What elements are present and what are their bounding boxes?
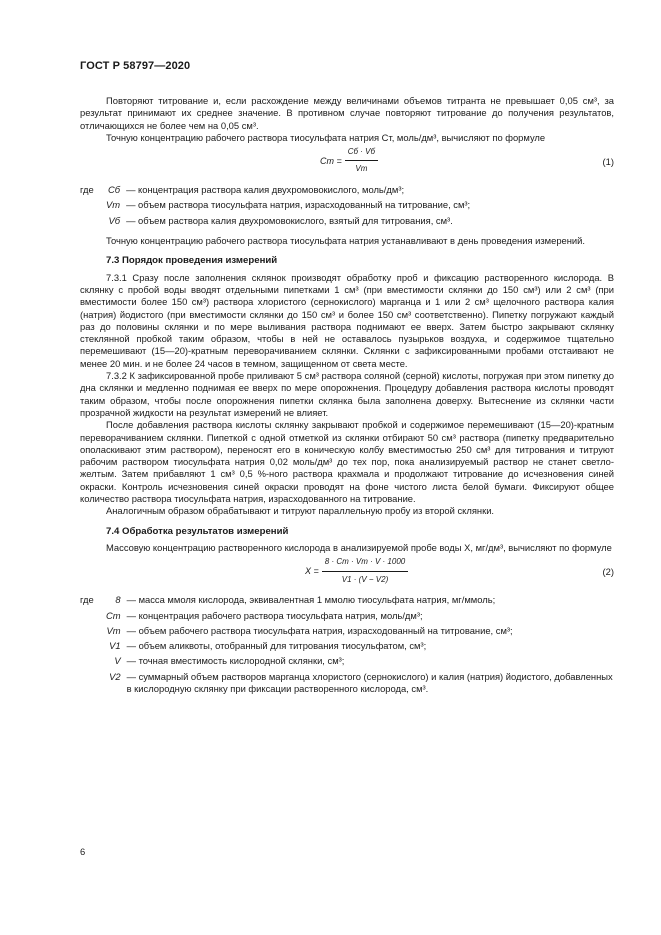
formula-1-numerator: Cб · Vб xyxy=(345,146,378,161)
formula-1-number: (1) xyxy=(602,156,614,168)
definition-text: — объем раствора калия двухромовокислого, взятый для титрования, см³. xyxy=(126,214,453,226)
paragraph-titration-repeat: Повторяют титрование и, если расхождение между величинами объемов титранта не превышает 0,05 см³, за результат принимают их среднее значение. В противном случае повторяют титрование до получения результатов, отличающихся не более чем на 0,05 см³. xyxy=(80,95,614,131)
document-body xyxy=(80,95,614,695)
paragraph-7-3-1: 7.3.1 Сразу после заполнения склянок производят обработку проб и фиксацию растворенного кислорода. В склянку с пробой воды вводят отдельными пипетками 1 см³ (при вместимости склянки до 150 см³) или 2 см³ (при вместимости более 150 см³) раствора хлористого (сернокислого) марганца и 1 или 2 см³ щелочного раствора калия (натрия) йодистого (при вместимости склянки до 150 см³ и более 150 см³ соответственно). Пипетку погружают каждый раз до половины склянки и по мере выливания раствора поднимают ее вверх. Затем быстро закрывают склянку стеклянной пробкой таким образом, чтобы в ней не оставалось пузырьков воздуха, и содержимое тщательно перемешивают (15—20)-кратным переворачиванием склянки. Склянки с зафиксированными пробами отстаивают не менее 20 мин. и не более 24 часов в темном, защищенном от света месте. xyxy=(80,271,614,369)
formula-2-number: (2) xyxy=(602,566,614,578)
formula-1-lhs: Cт = xyxy=(320,155,342,166)
definition-text: — объем аликвоты, отобранный для титрования тиосульфатом, см³; xyxy=(126,640,427,652)
paragraph-7-3-2: 7.3.2 К зафиксированной пробе приливают 5 см³ раствора соляной (серной) кислоты, погружая при этом пипетку до дна склянки и медленно поднимая ее вверх по мере опорожнения. Процедуру добавления раствора кислоты проводят таким образом, чтобы после опорожнения пипетки склянка была заполнена доверху. Вытеснение из склянки части прозрачной жидкости на результат измерений не влияет. xyxy=(80,370,614,418)
definition-symbol: Cт xyxy=(106,609,121,621)
definitions-1 xyxy=(80,184,614,227)
paragraph-concentration-daily: Точную концентрацию рабочего раствора тиосульфата натрия устанавливают в день проведения измерений. xyxy=(106,235,586,247)
paragraph-parallel-sample: Аналогичным образом обрабатывают и титруют параллельную пробу из второй склянки. xyxy=(106,505,495,517)
definition-symbol: Vб xyxy=(108,214,121,226)
where-label: где xyxy=(80,184,94,196)
definition-text: — точная вместимость кислородной склянки, см³; xyxy=(126,655,345,667)
formula-2-numerator: 8 · Cт · Vт · V · 1000 xyxy=(322,556,408,571)
formula-2-denominator: V1 · (V − V2) xyxy=(341,574,389,584)
definition-text: — концентрация рабочего раствора тиосульфата натрия, моль/дм³; xyxy=(126,609,423,621)
definitions-2 xyxy=(80,594,614,695)
definition-symbol: V1 xyxy=(109,640,121,652)
definition-text: — объем раствора тиосульфата натрия, израсходованный на титрование, см³; xyxy=(126,199,471,211)
formula-2 xyxy=(80,554,614,594)
definition-symbol: 8 xyxy=(115,594,121,606)
section-heading-7-4: 7.4 Обработка результатов измерений xyxy=(106,525,289,537)
section-heading-7-3: 7.3 Порядок проведения измерений xyxy=(106,255,278,267)
definition-symbol: Vт xyxy=(106,199,121,211)
definition-symbol: Vт xyxy=(106,624,121,636)
definition-text: — объем рабочего раствора тиосульфата натрия, израсходованный на титрование, см³; xyxy=(126,624,513,636)
standard-header: ГОСТ Р 58797—2020 xyxy=(80,60,191,72)
formula-1-denominator: Vт xyxy=(355,164,368,174)
paragraph-formula-intro-2: Массовую концентрацию растворенного кислорода в анализируемой пробе воды X, мг/дм³, вычисляют по формуле xyxy=(106,541,612,553)
where-label: где xyxy=(80,594,94,606)
definition-text: — масса ммоля кислорода, эквивалентная 1 ммолю тиосульфата натрия, мг/ммоль; xyxy=(126,594,496,606)
formula-2-lhs: X = xyxy=(305,565,319,576)
page-number: 6 xyxy=(80,846,86,857)
definition-text: — концентрация раствора калия двухромовокислого, моль/дм³; xyxy=(126,184,405,196)
definition-text: — суммарный объем растворов марганца хлористого (сернокислого) и калия (натрия) йодистого, добавленных в кислородную склянку при фиксации растворенного кислорода, см³. xyxy=(126,670,613,694)
definition-symbol: Cб xyxy=(108,184,121,196)
formula-1 xyxy=(80,144,614,184)
paragraph-acid-addition: После добавления раствора кислоты склянку закрывают пробкой и содержимое перемешивают (15—20)-кратным переворачиванием склянки. Пипеткой с одной отметкой из склянки отбирают 50 см³ раствора (пипетку предварительно ополаскивают этим раствором), переносят его в коническую колбу вместимостью 250 см³ для титрования и титруют рабочим раствором тиосульфата натрия 0,02 моль/дм³ до тех пор, пока анализируемый раствор не станет светло-желтым. Затем прибавляют 1 см³ 0,5 %-ного раствора крахмала и продолжают титрование до исчезновения синей окраски. Контроль исчезновения синей окраски проводят на фоне чистого листа белой бумаги. Фиксируют общее количество раствора тиосульфата натрия, израсходованного на титрование. xyxy=(80,419,614,505)
definition-symbol: V2 xyxy=(109,670,121,682)
paragraph-formula-intro-1: Точную концентрацию рабочего раствора тиосульфата натрия Cт, моль/дм³, вычисляют по формуле xyxy=(106,131,546,143)
definition-symbol: V xyxy=(114,655,121,667)
